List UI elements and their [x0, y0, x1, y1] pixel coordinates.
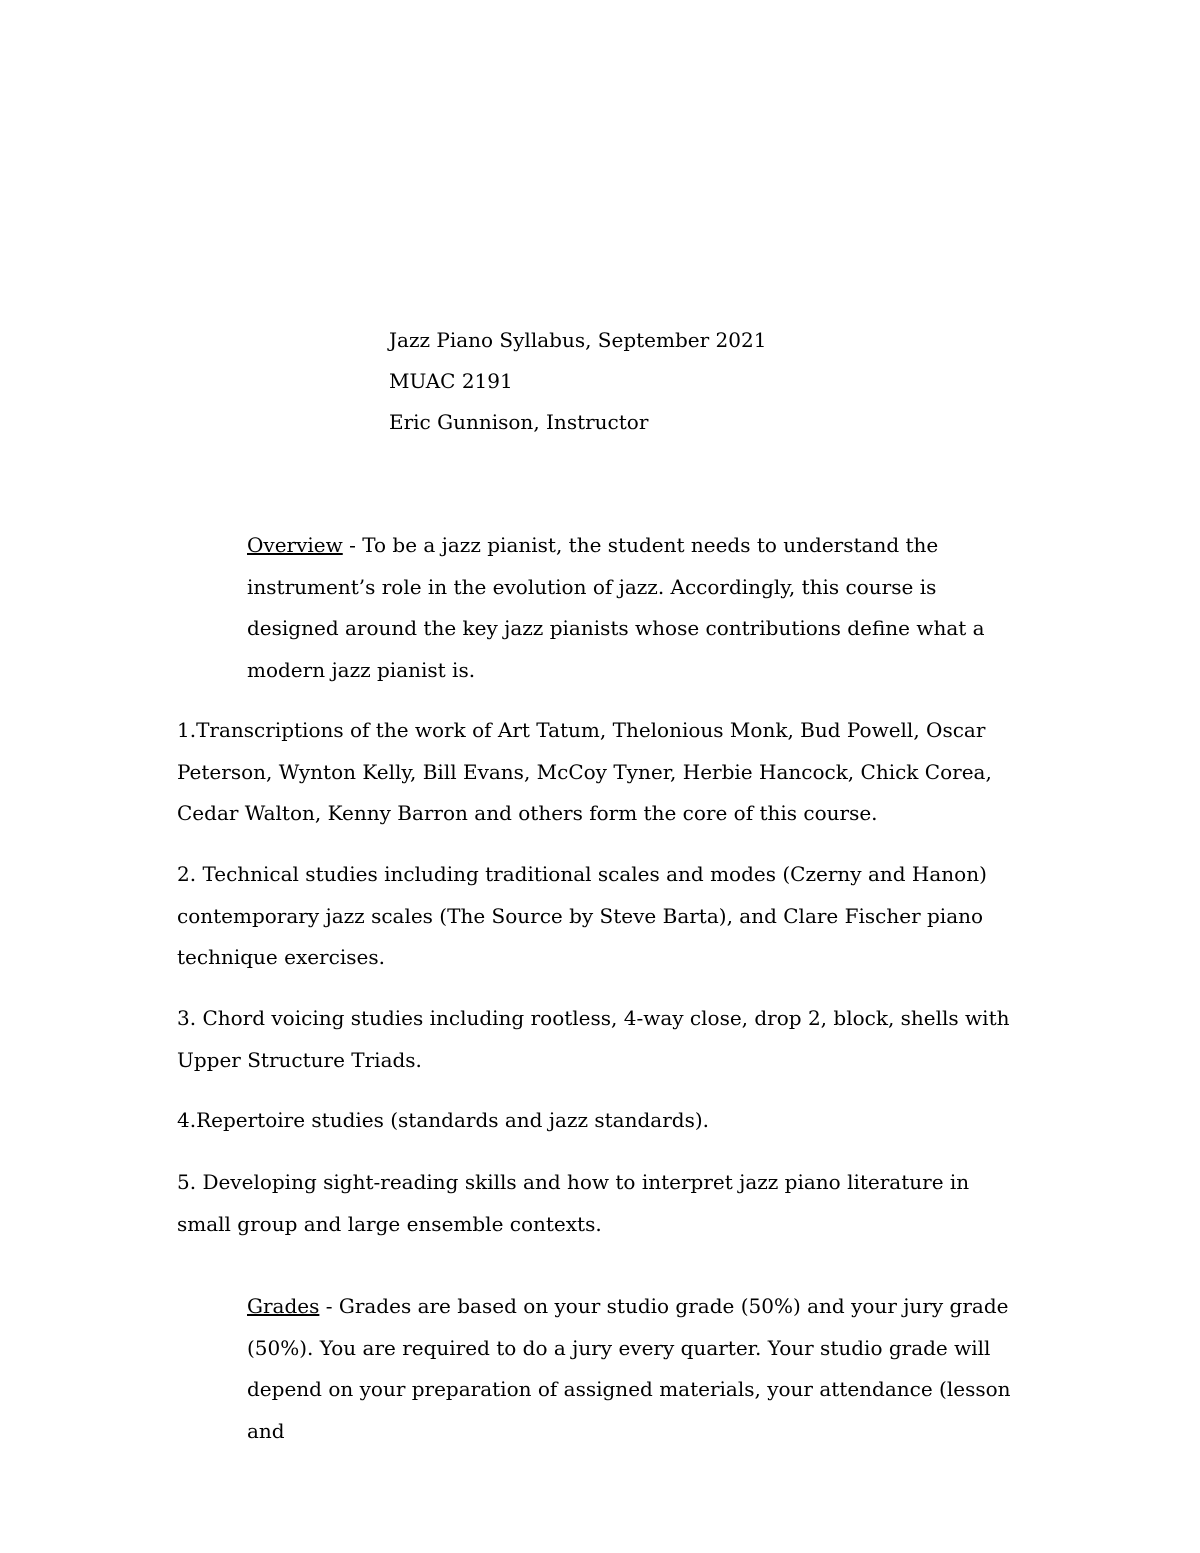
grades-heading: Grades — [247, 1294, 320, 1318]
overview-heading: Overview — [247, 533, 343, 557]
item-sight-reading: 5. Developing sight-reading skills and how to interpret jazz piano literature in small group and large ensemble contexts. — [177, 1170, 970, 1236]
item-repertoire: 4.Repertoire studies (standards and jazz standards). — [177, 1108, 710, 1132]
list-item — [177, 710, 1027, 835]
grades-text: - Grades are based on your studio grade (50%) and your jury grade (50%). You are required to do a jury every quarter. Your studio grade will depend on your preparation of assigned materials, your attendance (lesson and — [247, 1294, 1011, 1443]
overview-text: - To be a jazz pianist, the student needs to understand the instrument’s role in the evolution of jazz. Accordingly, this course is designed around the key jazz pianists whose contributions define what a modern jazz pianist is. — [247, 533, 985, 682]
overview-paragraph — [177, 525, 1027, 691]
list-item — [177, 854, 1027, 979]
item-chord-voicing: 3. Chord voicing studies including rootless, 4-way close, drop 2, block, shells with Upper Structure Triads. — [177, 1006, 1010, 1072]
list-item — [177, 1100, 1027, 1142]
item-technical-studies: 2. Technical studies including traditional scales and modes (Czerny and Hanon) contemporary jazz scales (The Source by Steve Barta), and Clare Fischer piano technique exercises. — [177, 862, 987, 969]
syllabus-title: Jazz Piano Syllabus, September 2021 — [389, 328, 767, 352]
syllabus-header — [389, 320, 949, 443]
instructor-name: Eric Gunnison, Instructor — [389, 410, 649, 434]
list-item — [177, 1162, 1027, 1245]
item-transcriptions: 1.Transcriptions of the work of Art Tatum, Thelonious Monk, Bud Powell, Oscar Peterson, Wynton Kelly, Bill Evans, McCoy Tyner, Herbie Hancock, Chick Corea, Cedar Walton, Kenny Barron and others form the core of this course. — [177, 718, 992, 825]
grades-paragraph — [177, 1286, 1027, 1452]
grades-section — [177, 1286, 1027, 1452]
overview-section — [177, 525, 1027, 691]
course-code: MUAC 2191 — [389, 369, 513, 393]
list-item — [177, 998, 1027, 1081]
